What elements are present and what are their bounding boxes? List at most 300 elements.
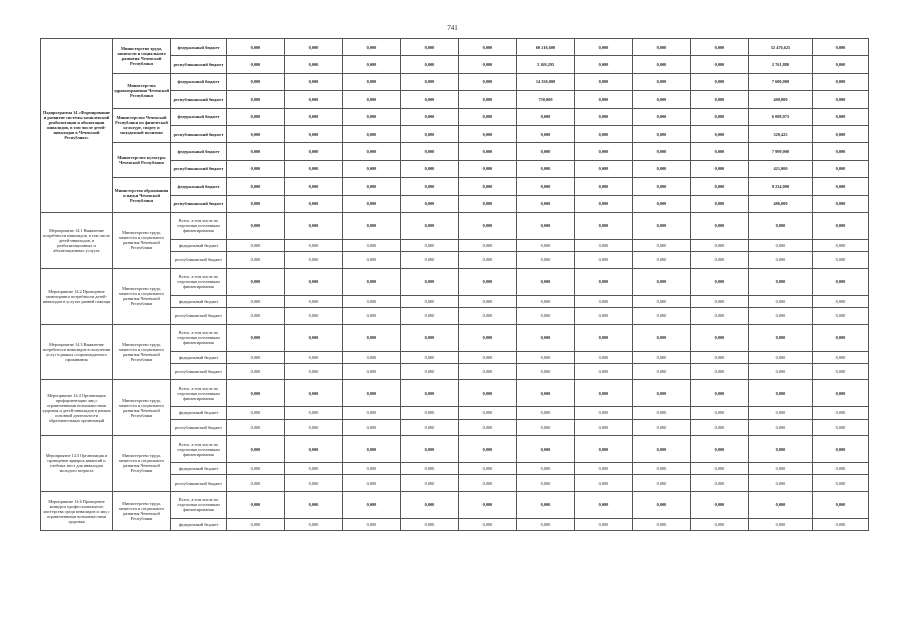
value-cell: 0,000 <box>575 463 633 475</box>
value-cell: 0,000 <box>575 239 633 251</box>
value-cell: 0,000 <box>401 160 459 177</box>
value-cell: 0,000 <box>691 380 749 407</box>
funding-source-cell: республиканский бюджет <box>171 160 227 177</box>
funding-source-cell: федеральный бюджет <box>171 239 227 251</box>
value-cell: 0,000 <box>633 143 691 160</box>
value-cell: 0,000 <box>813 91 869 108</box>
value-cell: 0,000 <box>691 363 749 380</box>
value-cell: 0,000 <box>285 407 343 419</box>
subprogram-row <box>41 73 869 90</box>
executor-cell: Министерство образования и науки Чеченской Республики <box>113 178 171 213</box>
value-cell: 0,000 <box>343 351 401 363</box>
value-cell: 0,000 <box>227 252 285 269</box>
value-cell: 0,000 <box>227 178 285 195</box>
value-cell: 0,000 <box>517 324 575 351</box>
value-cell: 0,000 <box>285 436 343 463</box>
executor-cell: Министерство труда, занятости и социального развития Чеченской Республики <box>113 436 171 492</box>
value-cell: 0,000 <box>227 407 285 419</box>
value-cell: 0,000 <box>749 463 813 475</box>
value-cell: 0,000 <box>813 463 869 475</box>
value-cell: 0,000 <box>459 195 517 212</box>
value-cell: 0,000 <box>227 475 285 492</box>
value-cell: 0,000 <box>459 91 517 108</box>
value-cell: 0,000 <box>813 39 869 56</box>
value-cell: 0,000 <box>575 475 633 492</box>
value-cell: 0,000 <box>459 308 517 325</box>
funding-source-cell: федеральный бюджет <box>171 518 227 530</box>
value-cell: 0,000 <box>633 324 691 351</box>
value-cell: 0,000 <box>575 324 633 351</box>
value-cell: 0,000 <box>459 491 517 518</box>
value-cell: 0,000 <box>813 143 869 160</box>
value-cell: 0,000 <box>517 195 575 212</box>
value-cell: 0,000 <box>459 324 517 351</box>
value-cell: 0,000 <box>633 239 691 251</box>
value-cell: 0,000 <box>285 363 343 380</box>
value-cell: 0,000 <box>749 518 813 530</box>
value-cell: 0,000 <box>749 475 813 492</box>
value-cell: 0,000 <box>575 39 633 56</box>
value-cell: 0,000 <box>749 436 813 463</box>
value-cell: 0,000 <box>401 268 459 295</box>
value-cell: 0,000 <box>459 363 517 380</box>
value-cell: 0,000 <box>343 143 401 160</box>
value-cell: 0,000 <box>343 91 401 108</box>
value-cell: 0,000 <box>343 380 401 407</box>
value-cell: 320,425 <box>749 125 813 142</box>
value-cell: 0,000 <box>749 268 813 295</box>
value-cell: 0,000 <box>517 178 575 195</box>
value-cell: 0,000 <box>633 351 691 363</box>
funding-source-cell: федеральный бюджет <box>171 178 227 195</box>
value-cell: 0,000 <box>691 56 749 73</box>
funding-source-cell: республиканский бюджет <box>171 363 227 380</box>
value-cell: 0,000 <box>459 39 517 56</box>
value-cell: 0,000 <box>691 239 749 251</box>
funding-source-cell: Всего, в том числе по отдельным источникам финансирования <box>171 324 227 351</box>
value-cell: 0,000 <box>401 463 459 475</box>
value-cell: 0,000 <box>633 56 691 73</box>
value-cell: 0,000 <box>459 295 517 307</box>
value-cell: 0,000 <box>813 407 869 419</box>
value-cell: 0,000 <box>691 73 749 90</box>
value-cell: 0,000 <box>813 125 869 142</box>
value-cell: 0,000 <box>401 363 459 380</box>
measure-row <box>41 212 869 239</box>
value-cell: 0,000 <box>575 125 633 142</box>
value-cell: 0,000 <box>459 239 517 251</box>
value-cell: 0,000 <box>813 363 869 380</box>
value-cell: 0,000 <box>575 380 633 407</box>
value-cell: 0,000 <box>633 108 691 125</box>
value-cell: 0,000 <box>517 475 575 492</box>
value-cell: 400,000 <box>749 91 813 108</box>
value-cell: 0,000 <box>343 125 401 142</box>
value-cell: 0,000 <box>517 239 575 251</box>
value-cell: 0,000 <box>813 491 869 518</box>
value-cell: 0,000 <box>691 178 749 195</box>
value-cell: 0,000 <box>691 212 749 239</box>
value-cell: 0,000 <box>575 351 633 363</box>
funding-table <box>40 38 869 531</box>
value-cell: 0,000 <box>691 419 749 436</box>
value-cell: 0,000 <box>285 178 343 195</box>
value-cell: 0,000 <box>575 73 633 90</box>
value-cell: 0,000 <box>633 463 691 475</box>
value-cell: 0,000 <box>227 463 285 475</box>
value-cell: 0,000 <box>633 252 691 269</box>
value-cell: 0,000 <box>227 419 285 436</box>
value-cell: 0,000 <box>285 518 343 530</box>
value-cell: 0,000 <box>227 143 285 160</box>
value-cell: 0,000 <box>459 419 517 436</box>
value-cell: 0,000 <box>227 108 285 125</box>
value-cell: 0,000 <box>633 308 691 325</box>
value-cell: 0,000 <box>691 324 749 351</box>
value-cell: 3 169,295 <box>517 56 575 73</box>
value-cell: 0,000 <box>459 268 517 295</box>
value-cell: 0,000 <box>517 407 575 419</box>
value-cell: 0,000 <box>227 351 285 363</box>
value-cell: 0,000 <box>633 160 691 177</box>
value-cell: 0,000 <box>285 195 343 212</box>
value-cell: 421,000 <box>749 160 813 177</box>
value-cell: 0,000 <box>691 518 749 530</box>
value-cell: 0,000 <box>633 295 691 307</box>
value-cell: 0,000 <box>691 436 749 463</box>
value-cell: 0,000 <box>749 363 813 380</box>
value-cell: 0,000 <box>459 73 517 90</box>
value-cell: 0,000 <box>691 475 749 492</box>
value-cell: 0,000 <box>285 268 343 295</box>
value-cell: 0,000 <box>633 475 691 492</box>
value-cell: 0,000 <box>813 380 869 407</box>
funding-source-cell: федеральный бюджет <box>171 73 227 90</box>
value-cell: 486,000 <box>749 195 813 212</box>
value-cell: 52 476,625 <box>749 39 813 56</box>
value-cell: 6 088,075 <box>749 108 813 125</box>
value-cell: 0,000 <box>459 380 517 407</box>
value-cell: 0,000 <box>749 239 813 251</box>
executor-cell: Министерство Чеченской Республики по физической культуре, спорту и молодежной политике <box>113 108 171 143</box>
value-cell: 0,000 <box>285 143 343 160</box>
value-cell: 0,000 <box>401 407 459 419</box>
value-cell: 0,000 <box>343 195 401 212</box>
value-cell: 0,000 <box>401 239 459 251</box>
executor-cell: Министерство труда, занятости и социального развития Чеченской Республики <box>113 380 171 436</box>
value-cell: 0,000 <box>459 407 517 419</box>
value-cell: 0,000 <box>813 252 869 269</box>
value-cell: 0,000 <box>227 436 285 463</box>
value-cell: 0,000 <box>813 436 869 463</box>
value-cell: 0,000 <box>343 268 401 295</box>
table-body <box>41 39 869 531</box>
funding-source-cell: федеральный бюджет <box>171 351 227 363</box>
measure-row <box>41 268 869 295</box>
measure-row <box>41 491 869 518</box>
value-cell: 0,000 <box>285 39 343 56</box>
value-cell: 0,000 <box>813 56 869 73</box>
value-cell: 0,000 <box>343 308 401 325</box>
value-cell: 0,000 <box>285 108 343 125</box>
value-cell: 0,000 <box>813 475 869 492</box>
value-cell: 0,000 <box>575 143 633 160</box>
value-cell: 0,000 <box>575 252 633 269</box>
value-cell: 0,000 <box>691 295 749 307</box>
value-cell: 0,000 <box>343 491 401 518</box>
value-cell: 0,000 <box>517 108 575 125</box>
subprogram-row <box>41 39 869 56</box>
value-cell: 0,000 <box>575 268 633 295</box>
value-cell: 0,000 <box>813 195 869 212</box>
funding-source-cell: Всего, в том числе по отдельным источникам финансирования <box>171 380 227 407</box>
value-cell: 0,000 <box>343 295 401 307</box>
value-cell: 0,000 <box>459 178 517 195</box>
value-cell: 0,000 <box>285 351 343 363</box>
funding-source-cell: республиканский бюджет <box>171 125 227 142</box>
value-cell: 0,000 <box>401 475 459 492</box>
value-cell: 0,000 <box>517 252 575 269</box>
funding-source-cell: республиканский бюджет <box>171 252 227 269</box>
value-cell: 0,000 <box>691 143 749 160</box>
value-cell: 0,000 <box>227 56 285 73</box>
executor-cell: Министерство труда, занятости и социального развития Чеченской Республики <box>113 39 171 74</box>
value-cell: 0,000 <box>401 252 459 269</box>
value-cell: 0,000 <box>343 178 401 195</box>
value-cell: 0,000 <box>227 380 285 407</box>
measure-title: Мероприятие 14.6 Проведение конкурса профессионального мастерства среди инвалидов и лиц с ограниченными возможностями здоровья <box>41 491 113 530</box>
value-cell: 0,000 <box>813 324 869 351</box>
executor-cell: Министерство труда, занятости и социального развития Чеченской Республики <box>113 324 171 380</box>
value-cell: 0,000 <box>285 295 343 307</box>
value-cell: 0,000 <box>459 475 517 492</box>
value-cell: 0,000 <box>517 518 575 530</box>
value-cell: 0,000 <box>691 491 749 518</box>
value-cell: 0,000 <box>813 351 869 363</box>
subprogram-row <box>41 178 869 195</box>
subprogram-row <box>41 108 869 125</box>
value-cell: 0,000 <box>633 436 691 463</box>
funding-source-cell: республиканский бюджет <box>171 91 227 108</box>
value-cell: 0,000 <box>227 73 285 90</box>
funding-source-cell: федеральный бюджет <box>171 295 227 307</box>
executor-cell: Министерство труда, занятости и социального развития Чеченской Республики <box>113 268 171 324</box>
value-cell: 0,000 <box>285 73 343 90</box>
value-cell: 0,000 <box>401 195 459 212</box>
value-cell: 0,000 <box>517 436 575 463</box>
value-cell: 0,000 <box>285 56 343 73</box>
value-cell: 0,000 <box>227 518 285 530</box>
value-cell: 0,000 <box>575 295 633 307</box>
value-cell: 0,000 <box>401 178 459 195</box>
value-cell: 0,000 <box>517 363 575 380</box>
value-cell: 0,000 <box>517 308 575 325</box>
value-cell: 0,000 <box>459 212 517 239</box>
value-cell: 0,000 <box>343 56 401 73</box>
value-cell: 0,000 <box>343 108 401 125</box>
value-cell: 0,000 <box>691 407 749 419</box>
value-cell: 0,000 <box>517 160 575 177</box>
value-cell: 7 600,000 <box>749 73 813 90</box>
funding-source-cell: федеральный бюджет <box>171 463 227 475</box>
value-cell: 0,000 <box>633 39 691 56</box>
value-cell: 0,000 <box>401 518 459 530</box>
executor-cell: Министерство культуры Чеченской Республики <box>113 143 171 178</box>
value-cell: 0,000 <box>343 252 401 269</box>
value-cell: 0,000 <box>459 143 517 160</box>
value-cell: 0,000 <box>691 125 749 142</box>
executor-cell: Министерство здравоохранения Чеченской Республики <box>113 73 171 108</box>
value-cell: 0,000 <box>575 518 633 530</box>
value-cell: 0,000 <box>813 212 869 239</box>
value-cell: 0,000 <box>691 91 749 108</box>
value-cell: 0,000 <box>401 91 459 108</box>
value-cell: 14 250,000 <box>517 73 575 90</box>
value-cell: 0,000 <box>401 39 459 56</box>
funding-source-cell: Всего, в том числе по отдельным источникам финансирования <box>171 491 227 518</box>
value-cell: 0,000 <box>813 178 869 195</box>
value-cell: 0,000 <box>285 463 343 475</box>
value-cell: 0,000 <box>343 463 401 475</box>
value-cell: 0,000 <box>517 419 575 436</box>
measure-title: Мероприятие 14.4 Организация профориентации лиц с ограниченными возможностями здоровья и детей-инвалидов в рамках основной деятельности образовательных организаций <box>41 380 113 436</box>
value-cell: 0,000 <box>285 324 343 351</box>
measure-row <box>41 324 869 351</box>
measure-title: Мероприятие 14.3 Выявление потребности инвалидов в получении услуг в рамках сопровождаемого проживания <box>41 324 113 380</box>
funding-source-cell: Всего, в том числе по отдельным источникам финансирования <box>171 212 227 239</box>
value-cell: 0,000 <box>575 363 633 380</box>
value-cell: 0,000 <box>633 125 691 142</box>
subprogram-row <box>41 143 869 160</box>
value-cell: 0,000 <box>459 436 517 463</box>
value-cell: 0,000 <box>749 407 813 419</box>
measure-title: Мероприятие 14.1 Выявление потребности инвалидов, в том числе детей-инвалидов, в реабилитационных и абилитационных услугах <box>41 212 113 268</box>
value-cell: 0,000 <box>633 268 691 295</box>
value-cell: 0,000 <box>633 212 691 239</box>
value-cell: 0,000 <box>749 252 813 269</box>
value-cell: 0,000 <box>459 56 517 73</box>
value-cell: 0,000 <box>575 160 633 177</box>
value-cell: 0,000 <box>401 56 459 73</box>
value-cell: 0,000 <box>749 491 813 518</box>
value-cell: 0,000 <box>285 160 343 177</box>
value-cell: 0,000 <box>285 419 343 436</box>
value-cell: 60 216,600 <box>517 39 575 56</box>
value-cell: 0,000 <box>813 295 869 307</box>
funding-source-cell: республиканский бюджет <box>171 308 227 325</box>
value-cell: 0,000 <box>459 518 517 530</box>
value-cell: 0,000 <box>227 324 285 351</box>
value-cell: 0,000 <box>459 160 517 177</box>
value-cell: 0,000 <box>343 407 401 419</box>
value-cell: 0,000 <box>227 39 285 56</box>
value-cell: 0,000 <box>813 160 869 177</box>
value-cell: 0,000 <box>517 380 575 407</box>
executor-cell: Министерство труда, занятости и социального развития Чеченской Республики <box>113 491 171 530</box>
value-cell: 0,000 <box>517 295 575 307</box>
value-cell: 0,000 <box>813 308 869 325</box>
value-cell: 0,000 <box>401 324 459 351</box>
value-cell: 0,000 <box>285 252 343 269</box>
executor-cell: Министерство труда, занятости и социального развития Чеченской Республики <box>113 212 171 268</box>
value-cell: 0,000 <box>227 239 285 251</box>
value-cell: 0,000 <box>343 518 401 530</box>
value-cell: 0,000 <box>575 308 633 325</box>
value-cell: 0,000 <box>691 463 749 475</box>
value-cell: 0,000 <box>285 308 343 325</box>
measure-row <box>41 380 869 407</box>
value-cell: 0,000 <box>633 195 691 212</box>
value-cell: 0,000 <box>285 380 343 407</box>
value-cell: 0,000 <box>633 518 691 530</box>
value-cell: 0,000 <box>691 39 749 56</box>
value-cell: 0,000 <box>517 491 575 518</box>
value-cell: 0,000 <box>401 380 459 407</box>
value-cell: 0,000 <box>401 351 459 363</box>
page-number: 741 <box>447 24 458 32</box>
value-cell: 0,000 <box>285 239 343 251</box>
value-cell: 0,000 <box>749 212 813 239</box>
value-cell: 0,000 <box>575 491 633 518</box>
funding-source-cell: Всего, в том числе по отдельным источникам финансирования <box>171 268 227 295</box>
value-cell: 0,000 <box>227 363 285 380</box>
value-cell: 0,000 <box>691 108 749 125</box>
value-cell: 0,000 <box>459 252 517 269</box>
value-cell: 0,000 <box>813 73 869 90</box>
value-cell: 0,000 <box>517 212 575 239</box>
value-cell: 0,000 <box>401 143 459 160</box>
value-cell: 0,000 <box>401 491 459 518</box>
funding-source-cell: федеральный бюджет <box>171 39 227 56</box>
value-cell: 0,000 <box>285 475 343 492</box>
value-cell: 0,000 <box>401 295 459 307</box>
value-cell: 0,000 <box>691 351 749 363</box>
value-cell: 0,000 <box>227 195 285 212</box>
value-cell: 0,000 <box>517 463 575 475</box>
value-cell: 0,000 <box>343 419 401 436</box>
value-cell: 0,000 <box>401 419 459 436</box>
value-cell: 0,000 <box>575 419 633 436</box>
value-cell: 0,000 <box>401 108 459 125</box>
value-cell: 0,000 <box>517 125 575 142</box>
value-cell: 0,000 <box>813 419 869 436</box>
value-cell: 0,000 <box>227 308 285 325</box>
subprogram-title: Подпрограмма 14 «Формирование и развитие системы комплексной реабилитации и абилитации инвалидов, в том числе детей-инвалидов в Чеченской Республике» <box>41 39 113 213</box>
value-cell: 0,000 <box>749 324 813 351</box>
measure-title: Мероприятие 14.2 Проведение мониторинга потребности детей-инвалидов в услугах ранней помощи <box>41 268 113 324</box>
value-cell: 0,000 <box>575 108 633 125</box>
funding-source-cell: республиканский бюджет <box>171 195 227 212</box>
value-cell: 0,000 <box>575 212 633 239</box>
measure-row <box>41 436 869 463</box>
value-cell: 0,000 <box>401 308 459 325</box>
value-cell: 0,000 <box>459 108 517 125</box>
value-cell: 0,000 <box>401 73 459 90</box>
measure-title: Мероприятие 14.5 Организация и проведение ярмарок вакансий и учебных мест для инвалидов молодого возраста <box>41 436 113 492</box>
value-cell: 0,000 <box>575 195 633 212</box>
value-cell: 0,000 <box>575 56 633 73</box>
value-cell: 0,000 <box>633 73 691 90</box>
value-cell: 0,000 <box>691 308 749 325</box>
value-cell: 0,000 <box>633 419 691 436</box>
value-cell: 0,000 <box>285 491 343 518</box>
value-cell: 0,000 <box>459 125 517 142</box>
value-cell: 0,000 <box>633 407 691 419</box>
funding-source-cell: федеральный бюджет <box>171 108 227 125</box>
value-cell: 0,000 <box>459 463 517 475</box>
value-cell: 0,000 <box>749 308 813 325</box>
value-cell: 0,000 <box>401 436 459 463</box>
